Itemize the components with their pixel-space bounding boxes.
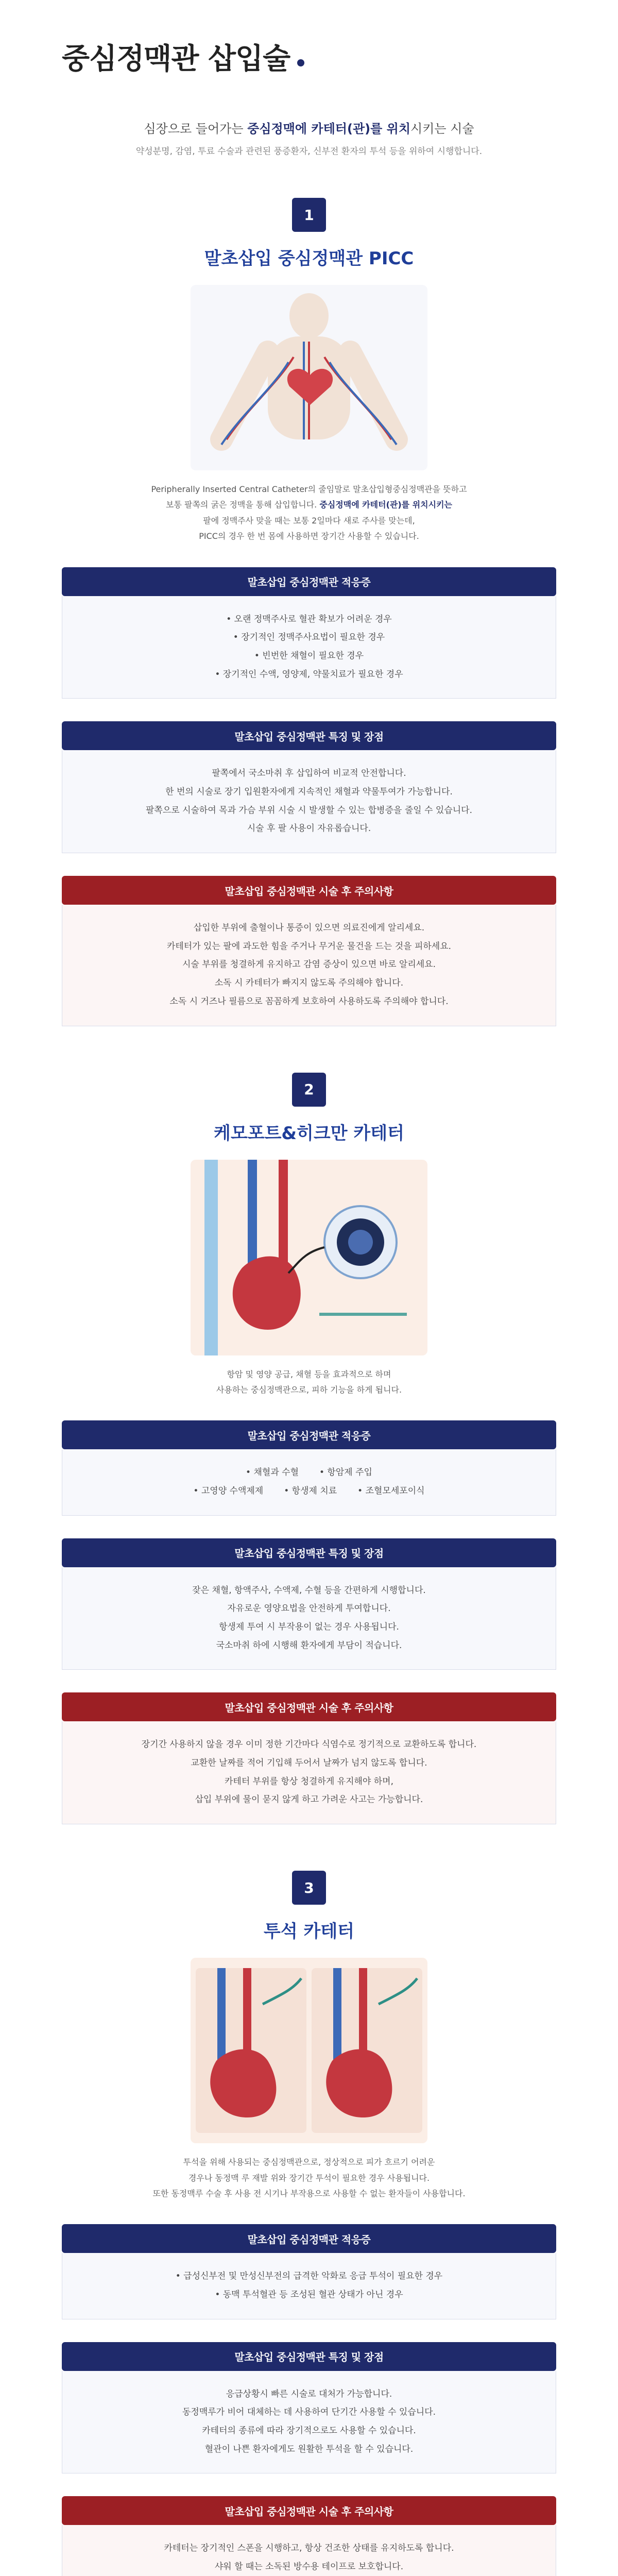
- page-title-text: 중심정맥관 삽입술: [62, 42, 290, 76]
- features-list: [62, 2371, 556, 2474]
- list-item: • 장기적인 정맥주사요법이 필요한 경우: [233, 632, 385, 643]
- port-catheter-graphic: [191, 1160, 427, 1355]
- indication-tags: [78, 1482, 540, 1501]
- list-item: 팔쪽에서 국소마취 후 삽입하여 비교적 안전합니다.: [212, 768, 406, 779]
- hero-lead-post: 시키는 시술: [410, 122, 474, 136]
- caption-line: 투석을 위해 사용되는 중심정맥관으로, 정상적으로 피가 흐르기 어려운: [183, 2157, 435, 2167]
- list-item: 자유로운 영양요법을 안전하게 투여합니다.: [227, 1603, 391, 1614]
- title-dot: [297, 59, 304, 66]
- hero-lead-pre: 심장으로 들어가는: [144, 122, 248, 136]
- section-number: 1: [292, 198, 326, 232]
- caption-line: 사용하는 중심정맥관으로, 피하 기능을 하게 됩니다.: [216, 1384, 402, 1395]
- list-item: • 급성신부전 및 만성신부전의 급격한 악화로 응급 투석이 필요한 경우: [175, 2271, 443, 2282]
- list-item: • 오랜 정맥주사로 혈관 확보가 어려운 경우: [226, 614, 392, 624]
- cautions-list: [62, 1721, 556, 1824]
- list-item: 항생제 투여 시 부작용이 없는 경우 사용됩니다.: [219, 1622, 399, 1633]
- page-title: [62, 36, 556, 77]
- cautions-block: [62, 2496, 556, 2576]
- picc-illustration: [191, 285, 427, 470]
- list-item: 삽입 부위에 물이 묻지 않게 하고 가려운 사고는 가능합니다.: [195, 1794, 423, 1805]
- list-item: 소독 시 거즈나 필름으로 꼼꼼하게 보호하여 사용하도록 주의해야 합니다.: [169, 996, 449, 1007]
- cautions-header: 말초삽입 중심정맥관 시술 후 주의사항: [62, 876, 556, 905]
- list-item: 동정맥루가 비어 대체하는 데 사용하여 단기간 사용할 수 있습니다.: [182, 2407, 436, 2418]
- list-item: 샤워 할 때는 소독된 방수용 테이프로 보호합니다.: [214, 2562, 404, 2572]
- list-item: • 빈번한 채혈이 필요한 경우: [254, 650, 364, 661]
- caption-line-text: 보통 팔쪽의 굵은 정맥을 통해 삽입합니다.: [166, 500, 317, 510]
- list-item: 잦은 채혈, 항액주사, 수액제, 수혈 등을 간편하게 시행합니다.: [192, 1585, 426, 1596]
- list-item: • 조혈모세포이식: [357, 1485, 425, 1496]
- cautions-list: [62, 905, 556, 1026]
- features-header: 말초삽입 중심정맥관 특징 및 장점: [62, 2342, 556, 2371]
- dialysis-illustration: [191, 1958, 427, 2143]
- indications-block: [62, 1420, 556, 1515]
- list-item: 혈관이 나쁜 환자에게도 원활한 투석을 할 수 있습니다.: [204, 2444, 414, 2454]
- hero-lead-emphasis: 중심정맥에 카테터(관)를 위치: [247, 122, 411, 136]
- indications-list: [62, 2253, 556, 2319]
- section-number: 2: [292, 1073, 326, 1107]
- cautions-header: 말초삽입 중심정맥관 시술 후 주의사항: [62, 1692, 556, 1721]
- list-item: • 장기적인 수액, 영양제, 약물치료가 필요한 경우: [215, 669, 403, 680]
- list-item: 카테터 부위를 항상 청결하게 유지해야 하며,: [224, 1776, 394, 1787]
- indications-header: 말초삽입 중심정맥관 적응증: [62, 567, 556, 596]
- list-item: 교환한 날짜를 적어 기입해 두어서 날짜가 넘지 않도록 합니다.: [191, 1758, 427, 1769]
- indications-list: [62, 1449, 556, 1515]
- section-caption: [62, 482, 556, 545]
- section-title: 케모포트&히크만 카테터: [214, 1123, 404, 1144]
- indications-header: 말초삽입 중심정맥관 적응증: [62, 2224, 556, 2253]
- hero: [0, 0, 618, 177]
- features-block: [62, 2342, 556, 2474]
- hero-lead: [62, 118, 556, 137]
- features-header: 말초삽입 중심정맥관 특징 및 장점: [62, 1538, 556, 1567]
- list-item: • 채혈과 수혈: [246, 1467, 299, 1478]
- list-item: 국소마취 하에 시행해 환자에게 부담이 적습니다.: [216, 1640, 402, 1651]
- caption-line: 항암 및 영양 공급, 채혈 등을 효과적으로 하며: [227, 1369, 391, 1379]
- cautions-list: [62, 2525, 556, 2576]
- section-caption: [62, 2155, 556, 2201]
- caption-line: 팔에 정맥주사 맞을 때는 보통 2일마다 새로 주사를 맞는데,: [203, 515, 415, 526]
- list-item: 삽입한 부위에 출혈이나 통증이 있으면 의료진에게 알리세요.: [193, 923, 425, 934]
- list-item: 카테터의 종류에 따라 장기적으로도 사용할 수 있습니다.: [202, 2426, 416, 2436]
- list-item: 한 번의 시술로 장기 입원환자에게 지속적인 채혈과 약물투여가 가능합니다.: [165, 787, 453, 797]
- list-item: • 항암제 주입: [319, 1467, 372, 1478]
- cautions-header: 말초삽입 중심정맥관 시술 후 주의사항: [62, 2496, 556, 2525]
- body-veins-graphic: [191, 285, 427, 470]
- caption-line: PICC의 경우 한 번 몸에 사용하면 장기간 사용할 수 있습니다.: [199, 531, 419, 541]
- chemoport-illustration: [191, 1160, 427, 1355]
- features-block: [62, 721, 556, 853]
- caption-line: Peripherally Inserted Central Catheter의 줄임말로 말초삽입형중심정맥관을 뜻하고: [151, 484, 467, 494]
- list-item: 장기간 사용하지 않을 경우 이미 정한 기간마다 식염수로 정기적으로 교환하도록 합니다.: [141, 1739, 477, 1750]
- indications-list: [62, 596, 556, 699]
- indications-header: 말초삽입 중심정맥관 적응증: [62, 1420, 556, 1449]
- features-list: [62, 750, 556, 853]
- list-item: 시술 부위를 청결하게 유지하고 감염 증상이 있으면 바로 알리세요.: [182, 959, 436, 970]
- indications-block: [62, 2224, 556, 2319]
- section-number: 3: [292, 1871, 326, 1905]
- cautions-block: [62, 876, 556, 1026]
- features-header: 말초삽입 중심정맥관 특징 및 장점: [62, 721, 556, 750]
- cautions-block: [62, 1692, 556, 1824]
- list-item: 시술 후 팔 사용이 자유롭습니다.: [247, 823, 371, 834]
- section-chemoport: [0, 1052, 618, 1851]
- list-item: • 고영양 수액제제: [193, 1485, 264, 1496]
- features-list: [62, 1567, 556, 1670]
- section-title: 말초삽입 중심정맥관 PICC: [204, 248, 414, 269]
- indications-block: [62, 567, 556, 699]
- indication-tags: [78, 1464, 540, 1482]
- dialysis-catheter-graphic: [191, 1958, 427, 2143]
- list-item: 소독 시 카테터가 빠지지 않도록 주의해야 합니다.: [214, 978, 404, 989]
- section-title: 투석 카테터: [263, 1921, 355, 1942]
- section-caption: [62, 1367, 556, 1398]
- features-block: [62, 1538, 556, 1670]
- section-picc: [0, 177, 618, 1052]
- list-item: • 항생제 치료: [284, 1485, 337, 1496]
- caption-line: 경우나 동정맥 루 재발 위와 장기간 투석이 필요한 경우 사용됩니다.: [188, 2173, 430, 2183]
- section-dialysis: [0, 1850, 618, 2576]
- caption-line: [62, 497, 556, 513]
- caption-line: 또한 동정맥루 수술 후 사용 전 시기나 부작용으로 사용할 수 없는 환자들이 사용합니다.: [152, 2188, 466, 2198]
- list-item: • 동맥 투석혈관 등 조성된 혈관 상태가 아닌 경우: [215, 2290, 403, 2300]
- hero-sub: 약성분명, 감염, 투료 수술과 관련된 풍증환자, 신부전 환자의 투석 등을 위하여 시행합니다.: [135, 146, 483, 157]
- list-item: 팔쪽으로 시술하여 목과 가슴 부위 시술 시 발생할 수 있는 합병증을 줄일 수 있습니다.: [145, 805, 472, 816]
- list-item: 카테터는 장기적인 스폰을 시행하고, 항상 건조한 상태를 유지하도록 합니다.: [164, 2543, 454, 2554]
- caption-strong: 중심정맥에 카테터(관)를 위치시키는: [319, 500, 452, 510]
- list-item: 카테터가 있는 팔에 과도한 힘을 주거나 무거운 물건을 드는 것을 피하세요.: [166, 941, 452, 952]
- list-item: 응급상황시 빠른 시술로 대처가 가능합니다.: [226, 2388, 392, 2399]
